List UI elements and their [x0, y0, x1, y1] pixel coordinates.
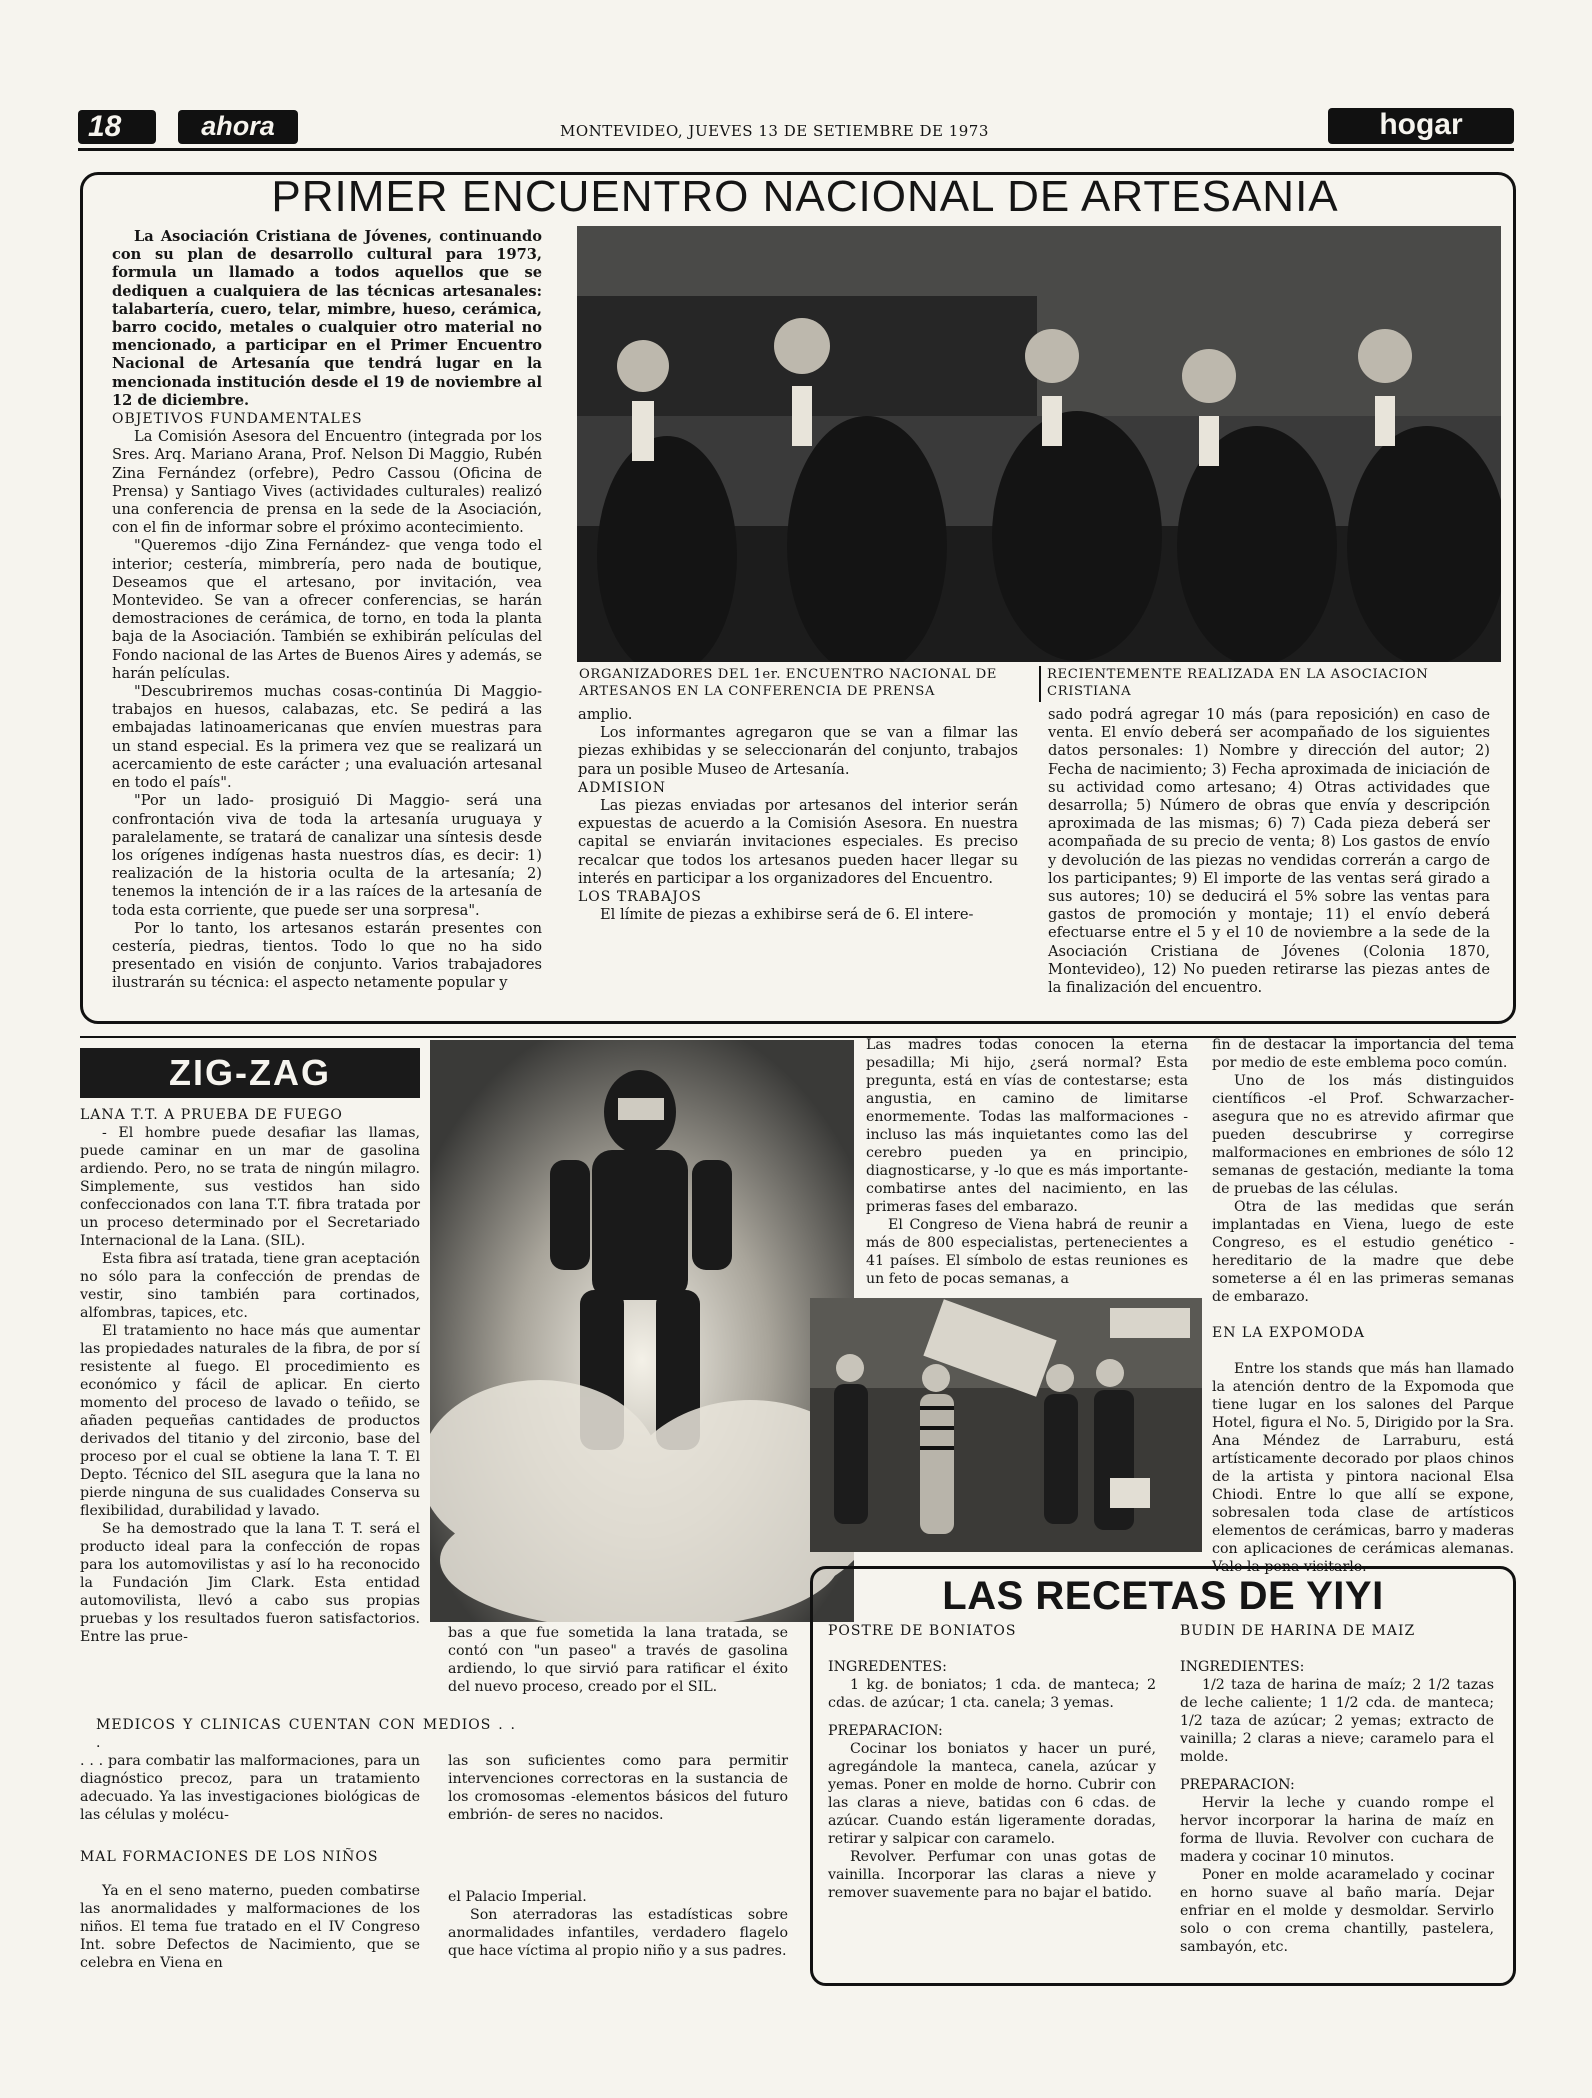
receta-right-prep-label: PREPARACION: [1180, 1777, 1295, 1793]
caption-left: ORGANIZADORES DEL 1er. ENCUENTRO NACIONAL DE ARTESANOS EN LA CONFERENCIA DE PRENSA [579, 667, 998, 699]
zigzag-banner-text: ZIG-ZAG [169, 1052, 331, 1093]
subhead-medicos: MEDICOS Y CLINICAS CUENTAN CON MEDIOS . . . [96, 1717, 516, 1752]
conference-photo-illustration [577, 226, 1501, 662]
subhead-objetivos: OBJETIVOS FUNDAMENTALES [112, 411, 363, 428]
encuentro-col-right [1048, 706, 1490, 997]
medicos-m3: Ya en el seno materno, pueden combatirse las anormalidades y malformaciones de los niños. El tema fue tratado en el IV Congreso Int. sobre Defectos de Nacimiento, que se celebra en Viena en [80, 1883, 420, 1971]
zigzag-banner [80, 1048, 420, 1098]
encuentro-col-left [112, 228, 542, 993]
receta-right-prep2: Poner en molde acaramelado y cocinar en horno suave al baño maría. Dejar enfriar en el molde y desmoldar. Servirlo solo o con crema chantilly, pastelera, sambayón, etc. [1180, 1867, 1494, 1955]
encuentro-mid-p3: Las piezas enviadas por artesanos del interior serán expuestas de acuerdo a la Comisión Asesora. En nuestra capital se enviarán invitaciones especiales. Es preciso recalcar que todos los artesanos pueden hacer llegar su interés en participar a los organizadores del Encuentro. [578, 797, 1018, 887]
right-r1: fin de destacar la importancia del tema por medio de este emblema poco común. [1212, 1037, 1514, 1071]
fire-photo-illustration [430, 1040, 854, 1622]
zigzag-p1: - El hombre puede desafiar las llamas, puede caminar en un mar de gasolina ardiendo. Pero, no se trata de ningún milagro. Simplemente, sus vestidos han sido confeccionados con lana T.T. fibra tratada por un proceso determinado por el Secretariado Internacional de la Lana. (SIL). [80, 1125, 420, 1249]
receta-left-name: POSTRE DE BONIATOS [828, 1623, 1017, 1639]
zigzag-col-center [866, 1036, 1188, 1288]
subhead-admision: ADMISION [578, 779, 667, 796]
receta-right-prep1: Hervir la leche y cuando rompe el hervor incorporar la harina de maíz en forma de lluvia. Revolver con cuchara de madera y cocinar 10 minutos. [1180, 1795, 1494, 1865]
encuentro-intro: La Asociación Cristiana de Jóvenes, continuando con su plan de desarrollo cultural para 1973, formula un llamado a todos aquellos que se dediquen a cualquiera de las técnicas artesanales: talabartería, cuero, telar, mimbre, hueso, cerámica, barro cocido, metales o cualquier otro material no mencionado, a participar en el Primer Encuentro Nacional de Artesanía que tendrá lugar en la mencionada institución desde el 19 de noviembre al 12 de diciembre. [112, 228, 542, 409]
receta-right [1180, 1622, 1494, 1956]
receta-right-ing: 1/2 taza de harina de maíz; 2 1/2 tazas de leche caliente; 1 1/2 cda. de manteca; 1/2 taza de azúcar; 2 yemas; extracto de vainilla; 2 claras a nieve; caramelo para el molde. [1180, 1677, 1494, 1765]
zigzag-p4: Se ha demostrado que la lana T. T. será el producto ideal para la confección de ropas para los automovilistas y así lo ha reconocido la Fundación Jim Clark. Esta entidad automovilista, llevó a cabo sus propias pruebas y los resultados fueron satisfactorios. Entre las prue- [80, 1521, 420, 1645]
encuentro-mid-p4: El límite de piezas a exhibirse será de 6. El intere- [600, 906, 974, 924]
right-r3: Otra de las medidas que serán implantadas en Viena, luego de este Congreso, es el estudio genético -hereditario de la madre que debe someterse a él en las primeras semanas de embarazo. [1212, 1199, 1514, 1305]
medicos-m2: las son suficientes como para permitir intervenciones correctoras en la sustancia de los cromosomas -elementos básicos del futuro embrión- de seres no nacidos. [448, 1753, 788, 1823]
page-number-box [78, 110, 156, 144]
zigzag-col-right [1212, 1036, 1514, 1576]
encuentro-right-p1: sado podrá agregar 10 más (para reposición) en caso de venta. El envío deberá ser acompañado de los siguientes datos personales: 1) Nombre y dirección del autor; 2) Fecha de nacimiento; 3) Fecha aproximada de iniciación de su actividad como artesano; 4) Otras actividades que desarrolla; 5) Número de obras que envía y descripción aproximada de las mismas; 6) 7) Cada pieza deberá ser acompañada de su precio de venta; 8) Los gastos de envío y devolución de las piezas no vendidas correrán a cargo de los participantes; 9) El importe de las ventas será girado a sus autores; 10) se deducirá el 5% sobre las ventas para gastos de promoción y montaje; 11) el envío deberá efectuarse entre el 5 y el 10 de noviembre a la sede de la Asociación Cristiana de Jóvenes (Colonia 1870, Montevideo), 12) No pueden retirarse las piezas antes de la finalización del encuentro. [1048, 706, 1490, 997]
subhead-trabajos: LOS TRABAJOS [578, 889, 702, 906]
right-r2: Uno de los más distinguidos científicos -el Prof. Schwarzacher- asegura que no es atrevido afirmar que pueden descubrirse y corregirse malformaciones en embriones de sólo 12 semanas de gestación, mediante la toma de pruebas de las células. [1212, 1073, 1514, 1197]
receta-left-prep1: Cocinar los boniatos y hacer un puré, agregándole la manteca, canela, azúcar y yemas. Poner en molde de horno. Cubrir con las claras a nieve, batidas con 6 cdas. de azúcar. Cuando están ligeramente doradas, retirar y salpicar con caramelo. [828, 1741, 1156, 1847]
zigzag-col-under-photo [448, 1624, 788, 1696]
center-c2: El Congreso de Viena habrá de reunir a más de 800 especialistas, pertenecientes a 41 países. El símbolo de estas reuniones es un feto de pocas semanas, a [866, 1217, 1188, 1287]
medicos-m4: el Palacio Imperial. [448, 1889, 587, 1905]
caption-divider [1039, 666, 1041, 702]
caption-right: RECIENTEMENTE REALIZADA EN LA ASOCIACION CRISTIANA [1047, 667, 1429, 699]
encuentro-p2: "Queremos -dijo Zina Fernández- que venga todo el interior; cestería, mimbrería, pero nada de boutique, Deseamos que el artesano, por invitación, vea Montevideo. Se van a ofrecer conferencias, se harán demostraciones de cerámica, de torno, en toda la planta baja de la Asociación. También se exhibirán películas del Fondo nacional de las Artes de Buenos Aires y además, se harán películas. [112, 537, 542, 682]
expomoda-photo [810, 1298, 1202, 1552]
header-rule [78, 148, 1514, 151]
medicos-m5: Son aterradoras las estadísticas sobre anormalidades infantiles, verdadero flagelo que hace víctima al propio niño y a sus padres. [448, 1907, 788, 1959]
subhead-lana: LANA T.T. A PRUEBA DE FUEGO [80, 1107, 343, 1123]
encuentro-p4: "Por un lado- prosiguió Di Maggio- será una confrontación viva de toda la artesanía uruguaya y paralelamente, se tratará de canalizar una síntesis desde los orígenes indígenas hasta nuestros días, es decir: 1) realización de la historia oculta de la artesanía; 2) tenemos la intención de ir a las raíces de la artesanía de toda esta corriente, que puede ser una sorpresa". [112, 792, 542, 919]
receta-left-ing: 1 kg. de boniatos; 1 cda. de manteca; 2 cdas. de azúcar; 1 cta. canela; 3 yemas. [828, 1677, 1156, 1711]
encuentro-p5: Por lo tanto, los artesanos estarán presentes con cestería, piedras, tientos. Todo lo que no ha sido presentado en visión de conjunto. Varios trabajadores ilustrarán su técnica: el aspecto netamente popular y [112, 919, 542, 992]
encuentro-mid-p1: amplio. [578, 706, 633, 723]
recetas-title: LAS RECETAS DE YIYI [942, 1574, 1384, 1618]
encuentro-title: PRIMER ENCUENTRO NACIONAL DE ARTESANIA [271, 172, 1339, 221]
medicos-col-mid [448, 1752, 788, 1960]
receta-left [828, 1622, 1156, 1902]
subhead-malformaciones: MAL FORMACIONES DE LOS NIÑOS [80, 1849, 379, 1865]
zigzag-p3: El tratamiento no hace más que aumentar las propiedades naturales de la fibra, de por sí resistente al fuego. El procedimiento es económico y fácil de aplicar. En cierto momento del proceso de lavado o teñido, se añaden pequeñas cantidades de productos derivados del titanio y del zirconio, base del proceso por el cual se obtiene la lana T. T. El Depto. Técnico del SIL asegura que la lana no pierde ninguna de sus cualidades Conserva su flexibilidad, durabilidad y lavado. [80, 1323, 420, 1519]
encuentro-mid-p2: Los informantes agregaron que se van a filmar las piezas exhibidas y se seleccionarán del conjunto, trabajos para un posible Museo de Artesanía. [578, 724, 1018, 778]
encuentro-p1: La Comisión Asesora del Encuentro (integrada por los Sres. Arq. Mariano Arana, Prof. Nelson Di Maggio, Rubén Zina Fernández (orfebre), Pedro Cassou (Oficina de Prensa) y Santiago Vives (actividades culturales) realizó una conferencia de prensa en la sede de la Asociación, con el fin de informar sobre el próximo acontecimiento. [112, 428, 542, 537]
zigzag-col-left [80, 1106, 420, 1646]
conference-photo [577, 226, 1501, 662]
paper-name-box [178, 110, 298, 144]
medicos-m1: . . . para combatir las malformaciones, para un diagnóstico precoz, para un tratamiento adecuado. Ya las investigaciones biológicas de las células y molécu- [80, 1753, 420, 1823]
section-box [1328, 108, 1514, 144]
fire-photo [430, 1040, 854, 1622]
center-c1: Las madres todas conocen la eterna pesadilla; Mi hijo, ¿será normal? Esta pregunta, está en vías de contestarse; esta angustia, en camino de limitarse enormemente. Todas las malformaciones -incluso las más inquietantes como las del cerebro pueden ya en principio, diagnosticarse, y -lo que es más importante- combatirse antes del nacimiento, en las primeras fases del embarazo. [866, 1037, 1188, 1215]
receta-left-ing-label: INGREDENTES: [828, 1659, 947, 1675]
encuentro-col-mid [578, 706, 1018, 924]
medicos-col-left [80, 1752, 420, 1972]
receta-right-name: BUDIN DE HARINA DE MAIZ [1180, 1623, 1416, 1639]
subhead-expomoda: EN LA EXPOMODA [1212, 1325, 1366, 1341]
subhead-medicos-wrap [96, 1716, 516, 1752]
page-number: 18 [88, 110, 122, 143]
expomoda-photo-illustration [810, 1298, 1202, 1552]
section-name: hogar [1379, 108, 1463, 141]
right-r4: Entre los stands que más han llamado la atención dentro de la Expomoda que tiene lugar en los salones del Parque Hotel, figura el No. 5, Dirigido por la Sra. Ana Méndez de Larraburu, está artísticamente decorado por plaos chinos de la artista y pintora nacional Elsa Chiodi. Entre lo que allí se expone, sobresalen toda clase de artísticos elementos de cerámicas, barro y maderas con aplicaciones de cerámicas alemanas. Vale la pena visitarlo. [1212, 1361, 1514, 1575]
dateline: MONTEVIDEO, JUEVES 13 DE SETIEMBRE DE 1973 [560, 122, 989, 140]
receta-left-prep2: Revolver. Perfumar con unas gotas de vainilla. Incorporar las claras a nieve y remover suavemente para no bajar el batido. [828, 1849, 1156, 1901]
zigzag-p2: Esta fibra así tratada, tiene gran aceptación no sólo para la confección de prendas de vestir, sino también para cortinados, alfombras, tapices, etc. [80, 1251, 420, 1321]
zigzag-p5: bas a que fue sometida la lana tratada, se contó con "un paseo" a través de gasolina ardiendo, lo que sirvió para ratificar el éxito del nuevo proceso, creado por el SIL. [448, 1625, 788, 1695]
receta-right-ing-label: INGREDIENTES: [1180, 1659, 1305, 1675]
paper-name: ahora [201, 111, 275, 141]
receta-left-prep-label: PREPARACION: [828, 1723, 943, 1739]
encuentro-p3: "Descubriremos muchas cosas-continúa Di Maggio-trabajos en huesos, calabazas, etc. Se pedirá a las embajadas latinoamericanas que envíen muestras para un stand especial. Es la primera vez que se realizará un acercamiento de este carácter ; una evaluación artesanal en todo el país". [112, 683, 542, 792]
